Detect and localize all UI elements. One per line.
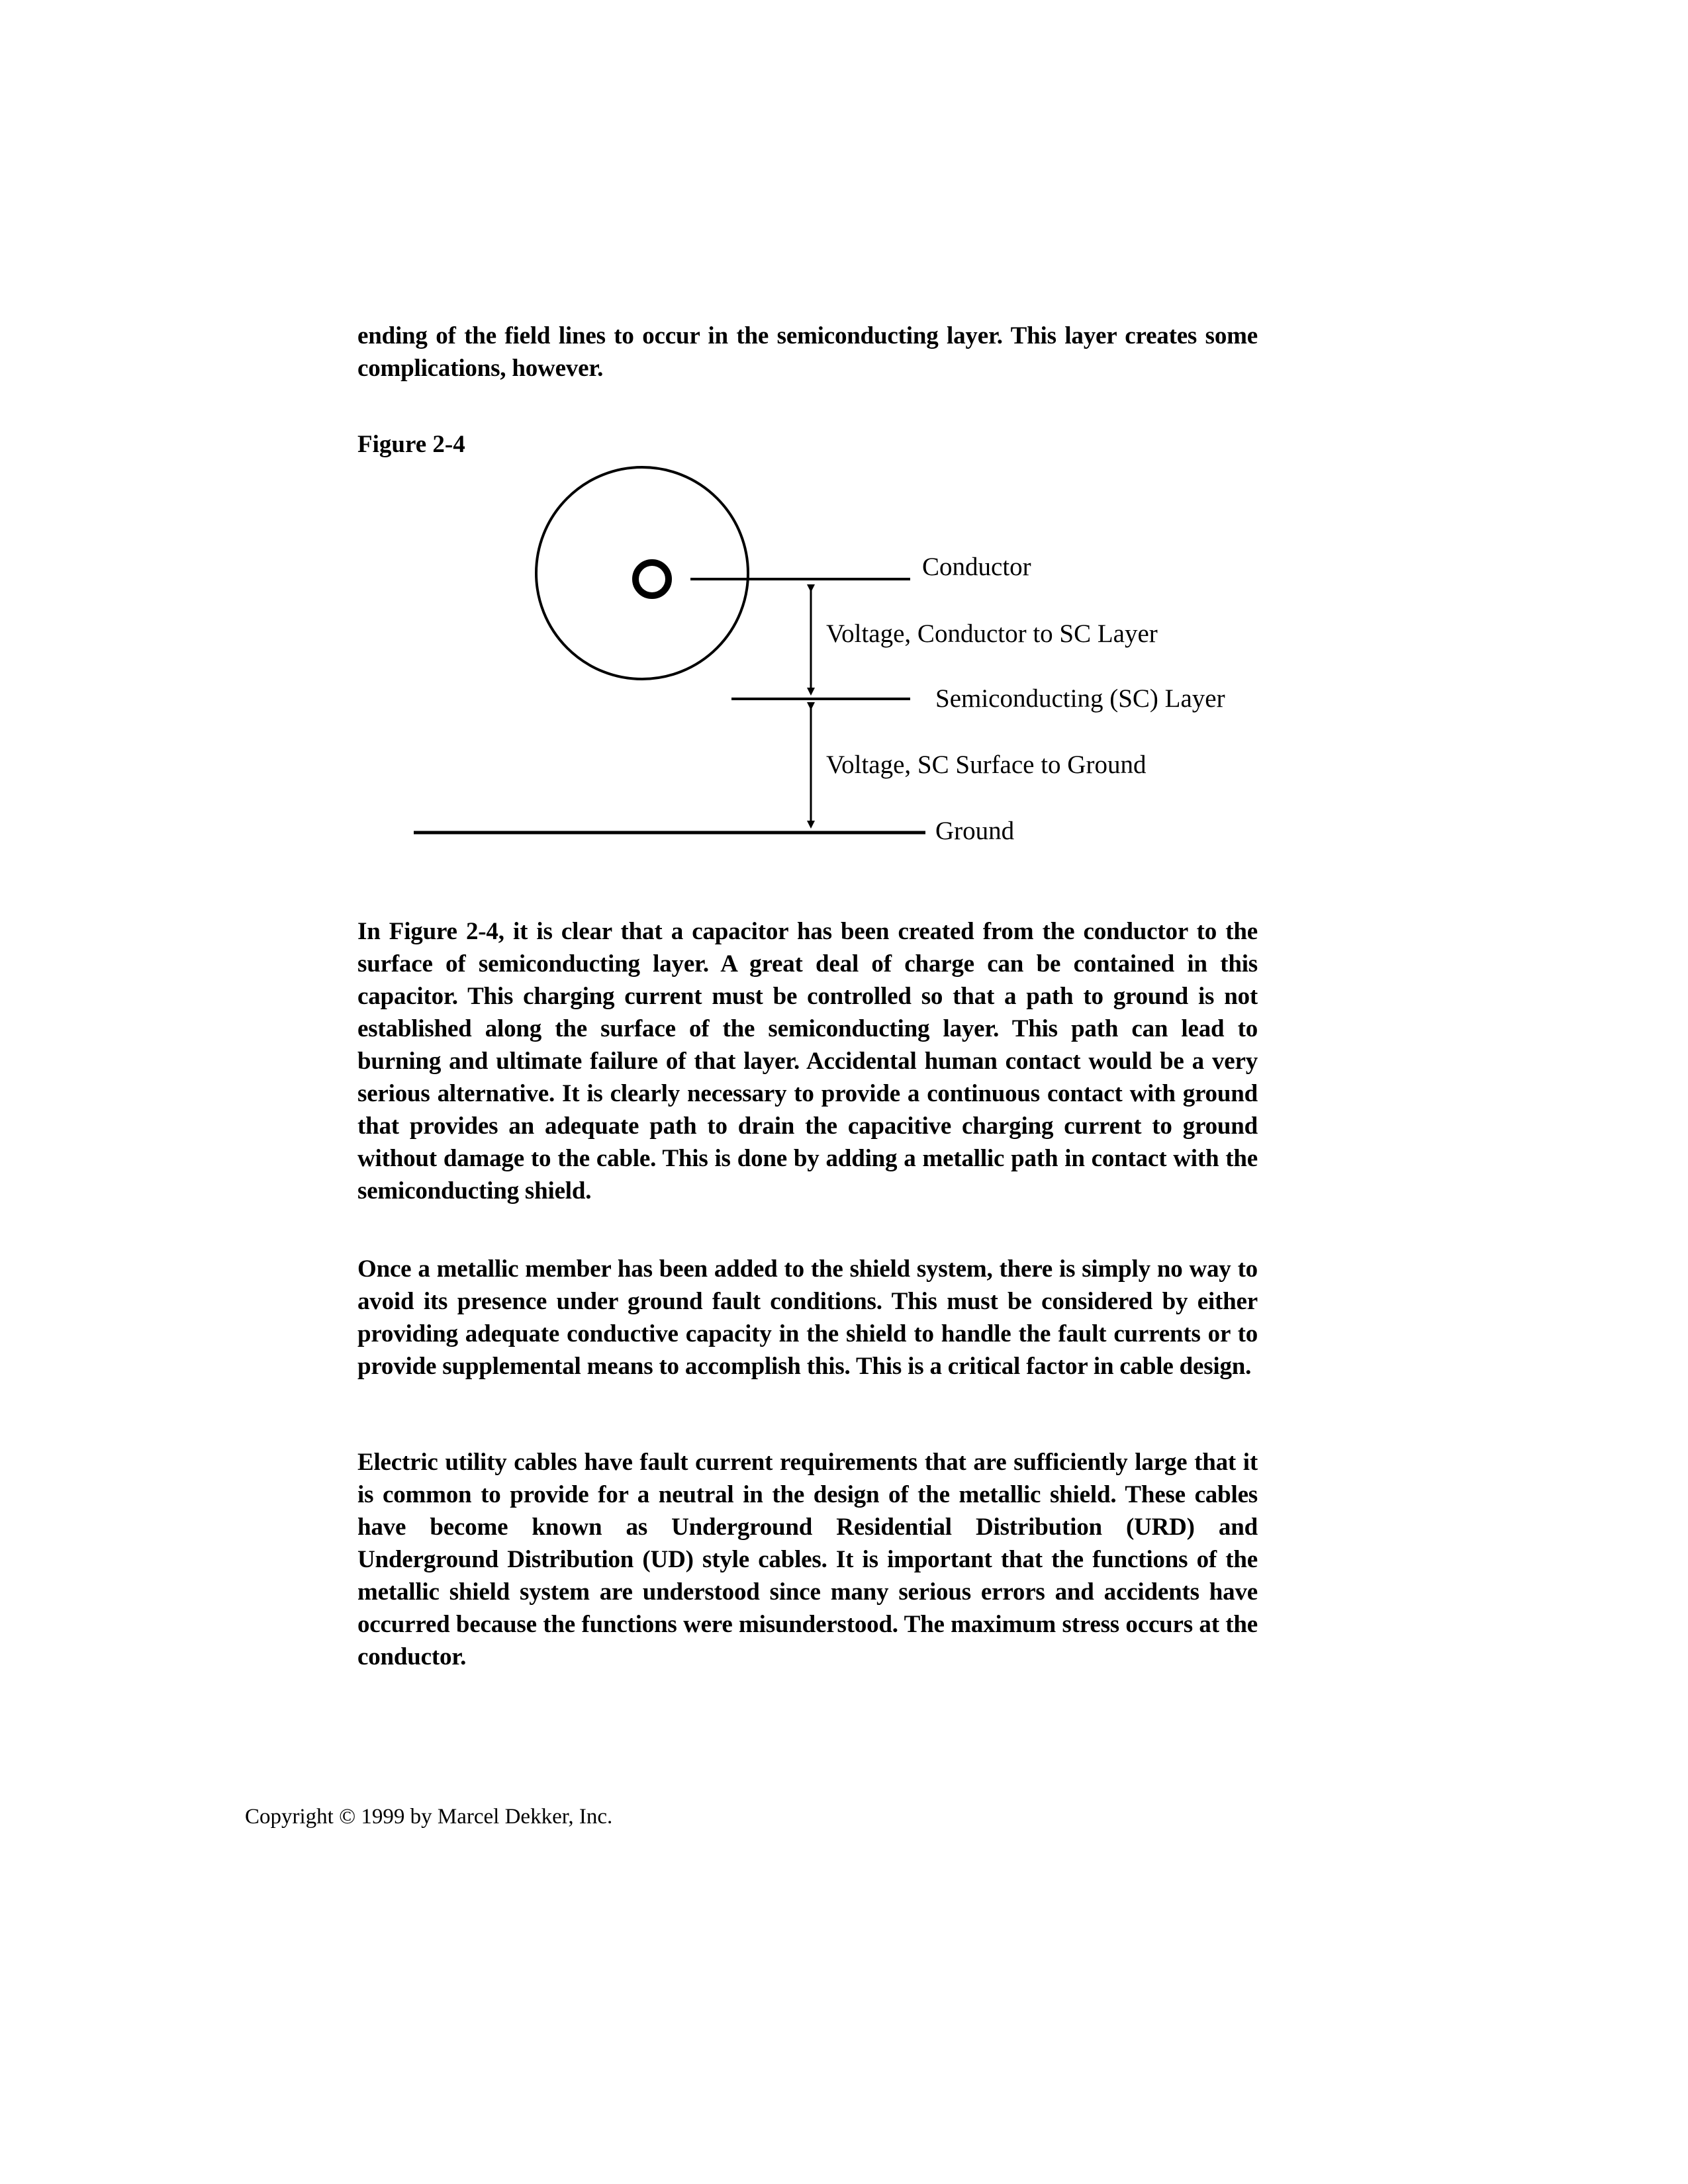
- intro-paragraph: ending of the field lines to occur in the semiconducting layer. This layer creates some complications, however.: [357, 322, 1258, 382]
- figure-label: Figure 2-4: [357, 431, 465, 458]
- conductor-circle: [635, 563, 669, 596]
- voltage-conductor-sc-label: Voltage, Conductor to SC Layer: [826, 619, 1158, 648]
- cable-outer-circle: [536, 467, 748, 679]
- conductor-label: Conductor: [922, 553, 1031, 581]
- utility-cables-paragraph: Electric utility cables have fault current requirements that are sufficiently large that it is common to provide for a neutral in the design of the metallic shield. These cables have become known as Underground Residential Distribution (URD) and Underground Distribution (UD) style cables. It is important that the functions of the metallic shield system are understood since many serious errors and accidents have occurred because the functions were misunderstood. The maximum stress occurs at the conductor.: [357, 1449, 1258, 1670]
- sc-layer-label: Semiconducting (SC) Layer: [935, 684, 1225, 713]
- copyright-footer: Copyright © 1999 by Marcel Dekker, Inc.: [245, 1805, 613, 1829]
- ground-label: Ground: [935, 817, 1015, 845]
- capacitor-paragraph: In Figure 2-4, it is clear that a capacitor has been created from the conductor to the surface of semiconducting layer. A great deal of charge can be contained in this capacitor. This charging current must be controlled so that a path to ground is not established along the surface of the semiconducting layer. This path can lead to burning and ultimate failure of that layer. Accidental human contact would be a very serious alternative. It is clearly necessary to provide a continuous contact with ground that provides an adequate path to drain the capacitive charging current to ground without damage to the cable. This is done by adding a metallic path in contact with the semiconducting shield.: [357, 918, 1258, 1205]
- metallic-member-paragraph: Once a metallic member has been added to the shield system, there is simply no way to avoid its presence under ground fault conditions. This must be considered by either providing adequate conductive capacity in the shield to handle the fault currents or to provide supplemental means to accomplish this. This is a critical factor in cable design.: [357, 1255, 1258, 1380]
- voltage-sc-ground-label: Voltage, SC Surface to Ground: [826, 751, 1147, 779]
